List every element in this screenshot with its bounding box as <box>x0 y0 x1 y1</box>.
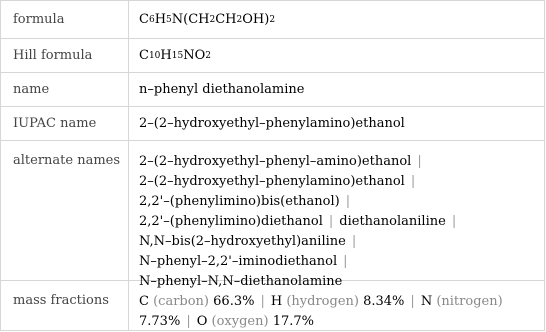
row-iupac-name <box>1 106 544 140</box>
separator: | <box>451 214 457 229</box>
separator: | <box>410 174 416 189</box>
iupac-name-value: 2–(2–hydroxyethyl–phenylamino)ethanol <box>139 116 405 131</box>
alternate-name-line <box>139 252 462 272</box>
formula-part: C <box>139 12 149 27</box>
name-label: name <box>1 73 129 106</box>
separator: | <box>186 314 191 329</box>
element-symbol: H <box>270 294 283 309</box>
iupac-name-label: IUPAC name <box>1 107 129 140</box>
formula-value: C 6 H 5 N(CH 2 CH 2 OH) 2 <box>139 12 276 27</box>
row-formula <box>1 1 544 38</box>
row-hill-formula <box>1 38 544 72</box>
alternate-name-line <box>139 152 462 172</box>
mass-fractions-label: mass fractions <box>1 281 129 330</box>
formula-part: CH <box>215 12 237 27</box>
hill-part: NO <box>183 48 206 63</box>
alternate-name: diethanolaniline <box>339 214 446 229</box>
hill-formula-label: Hill formula <box>1 39 129 72</box>
formula-part: H <box>154 12 167 27</box>
hill-part: H <box>160 48 172 63</box>
separator: | <box>410 294 415 309</box>
name-value: n–phenyl diethanolamine <box>139 82 305 97</box>
element-name: (nitrogen) <box>436 294 503 309</box>
alternate-name: N–phenyl–2,2'–iminodiethanol <box>139 254 338 269</box>
element-symbol: C <box>139 294 149 309</box>
alternate-names-label: alternate names <box>1 141 129 280</box>
hill-part: C <box>139 48 149 63</box>
mass-fraction-line <box>139 292 503 312</box>
alternate-name: N–phenyl–N,N–diethanolamine <box>139 274 343 289</box>
alternate-name: 2,2'–(phenylimino)bis(ethanol) <box>139 194 340 209</box>
alternate-name-line <box>139 192 462 212</box>
mass-fraction-line <box>139 312 503 332</box>
alternate-name: N,N–bis(2–hydroxyethyl)aniline <box>139 234 346 249</box>
row-mass-fractions <box>1 280 544 330</box>
separator: | <box>345 194 351 209</box>
alternate-name: 2–(2–hydroxyethyl–phenylamino)ethanol <box>139 174 405 189</box>
mass-fraction-value: 66.3% <box>213 294 255 309</box>
element-name: (oxygen) <box>211 314 269 329</box>
element-symbol: O <box>196 314 208 329</box>
separator: | <box>351 234 357 249</box>
alternate-name: 2–(2–hydroxyethyl–phenyl–amino)ethanol <box>139 154 412 169</box>
mass-fractions-value <box>129 281 544 330</box>
element-name: (hydrogen) <box>286 294 359 309</box>
alternate-name-line <box>139 232 462 252</box>
separator: | <box>343 254 348 269</box>
alternate-names-value <box>129 141 544 289</box>
element-symbol: N <box>420 294 433 309</box>
alternate-name: 2,2'–(phenylimino)diethanol <box>139 214 323 229</box>
element-name: (carbon) <box>153 294 210 309</box>
separator: | <box>260 294 265 309</box>
row-name <box>1 72 544 106</box>
separator: | <box>328 214 334 229</box>
alternate-name-line <box>139 212 462 232</box>
alternate-name-line <box>139 172 462 192</box>
formula-part: OH) <box>242 12 270 27</box>
mass-fraction-value: 8.34% <box>363 294 405 309</box>
mass-fraction-value: 7.73% <box>139 314 181 329</box>
formula-part: N(CH <box>171 12 210 27</box>
formula-label: formula <box>1 1 129 38</box>
mass-fraction-value: 17.7% <box>272 314 315 329</box>
row-alternate-names <box>1 140 544 289</box>
hill-formula-value: C 10 H 15 NO 2 <box>139 48 211 63</box>
separator: | <box>417 154 422 169</box>
